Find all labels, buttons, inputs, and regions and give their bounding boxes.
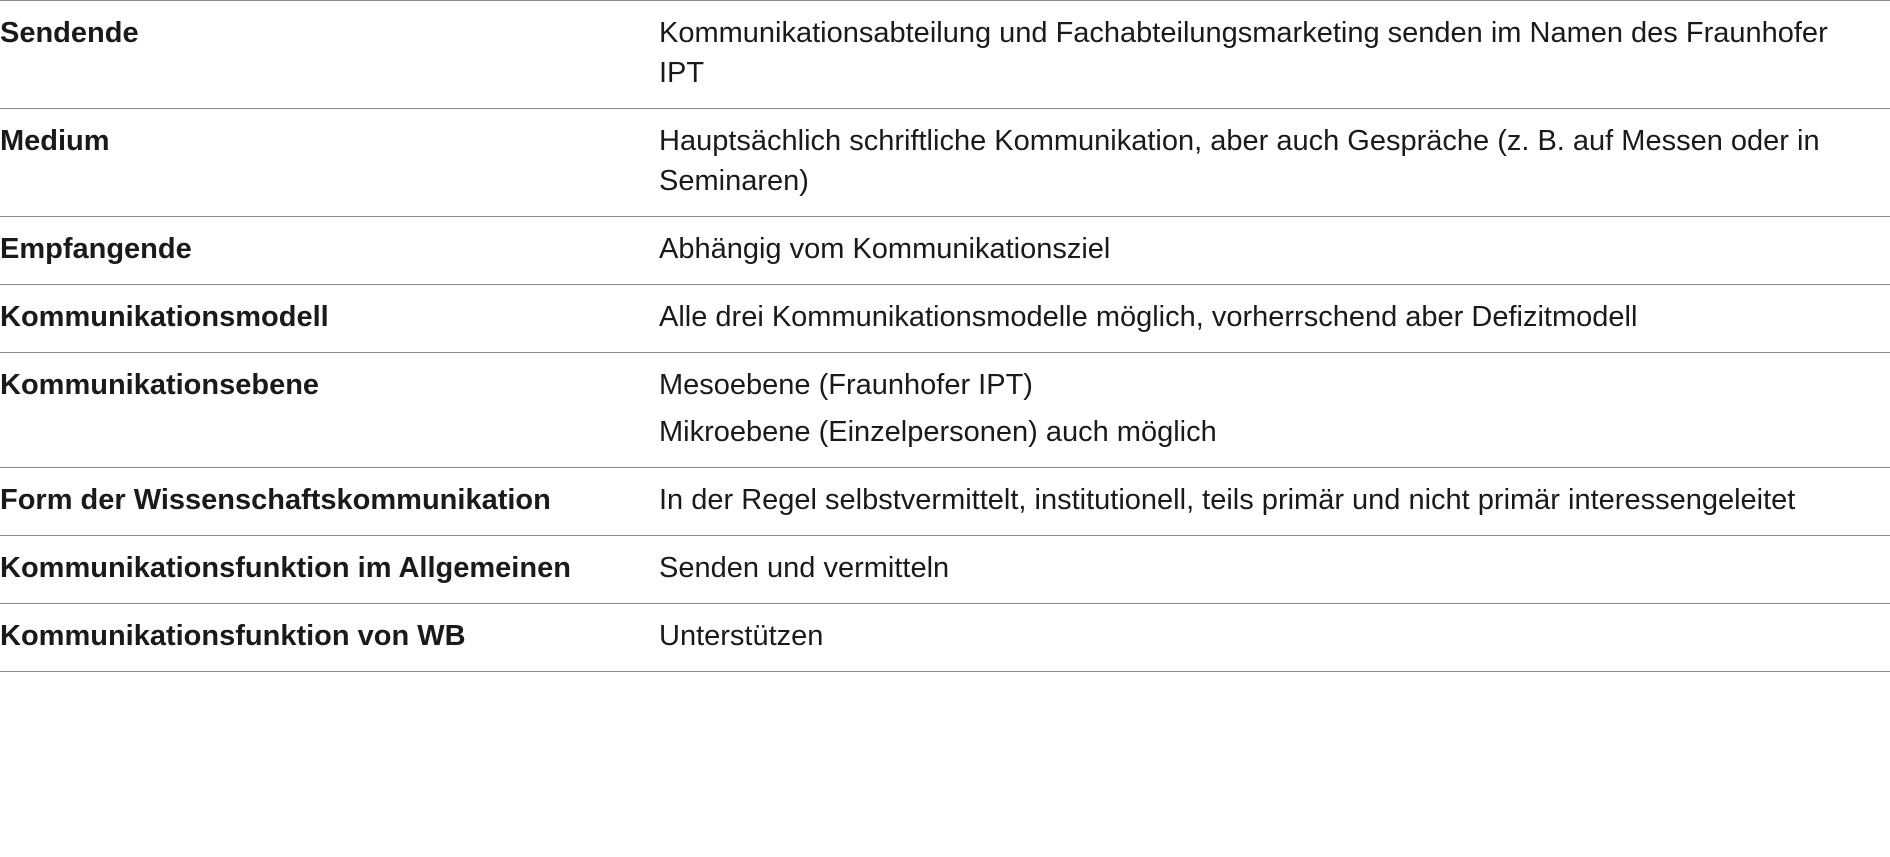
- table-row-medium: [0, 109, 1890, 217]
- row-value: Unterstützen: [659, 620, 824, 652]
- row-label: Sendende: [0, 17, 139, 49]
- row-label: Kommunikationsfunktion im Allgemeinen: [0, 552, 571, 584]
- row-label: Kommunikationsebene: [0, 369, 320, 401]
- row-value: Hauptsächlich schriftliche Kommunikation, aber auch Gespräche (z. B. auf Messen oder in Seminaren): [659, 125, 1820, 197]
- row-value: In der Regel selbstvermittelt, institutionell, teils primär und nicht primär interessengeleitet: [659, 484, 1796, 516]
- row-value-line-2: Mikroebene (Einzelpersonen) auch möglich: [659, 416, 1217, 448]
- table-row-kommunikationsebene: [0, 353, 1890, 468]
- table-row-kommunikationsfunktion-allgemein: [0, 536, 1890, 604]
- row-label: Empfangende: [0, 233, 192, 265]
- row-value-line-1: Mesoebene (Fraunhofer IPT): [659, 369, 1033, 401]
- table-row-kommunikationsfunktion-wb: [0, 604, 1890, 672]
- row-value: Abhängig vom Kommunikationsziel: [659, 233, 1111, 265]
- row-label: Medium: [0, 125, 110, 157]
- row-value: Senden und vermitteln: [659, 552, 950, 584]
- row-label: Kommunikationsmodell: [0, 301, 329, 333]
- table-row-kommunikationsmodell: [0, 285, 1890, 353]
- table-row-form-der-wissenschaftskommunikation: [0, 468, 1890, 536]
- row-value: Kommunikationsabteilung und Fachabteilungsmarketing senden im Namen des Fraunhofer IPT: [659, 17, 1828, 89]
- row-value: Alle drei Kommunikationsmodelle möglich, vorherrschend aber Defizitmodell: [659, 301, 1638, 333]
- table-row-sendende: [0, 1, 1890, 109]
- row-label: Kommunikationsfunktion von WB: [0, 620, 466, 652]
- table-row-empfangende: [0, 217, 1890, 285]
- table-body: [0, 1, 1890, 672]
- row-label: Form der Wissenschaftskommunikation: [0, 484, 551, 516]
- row-value: [659, 353, 1890, 468]
